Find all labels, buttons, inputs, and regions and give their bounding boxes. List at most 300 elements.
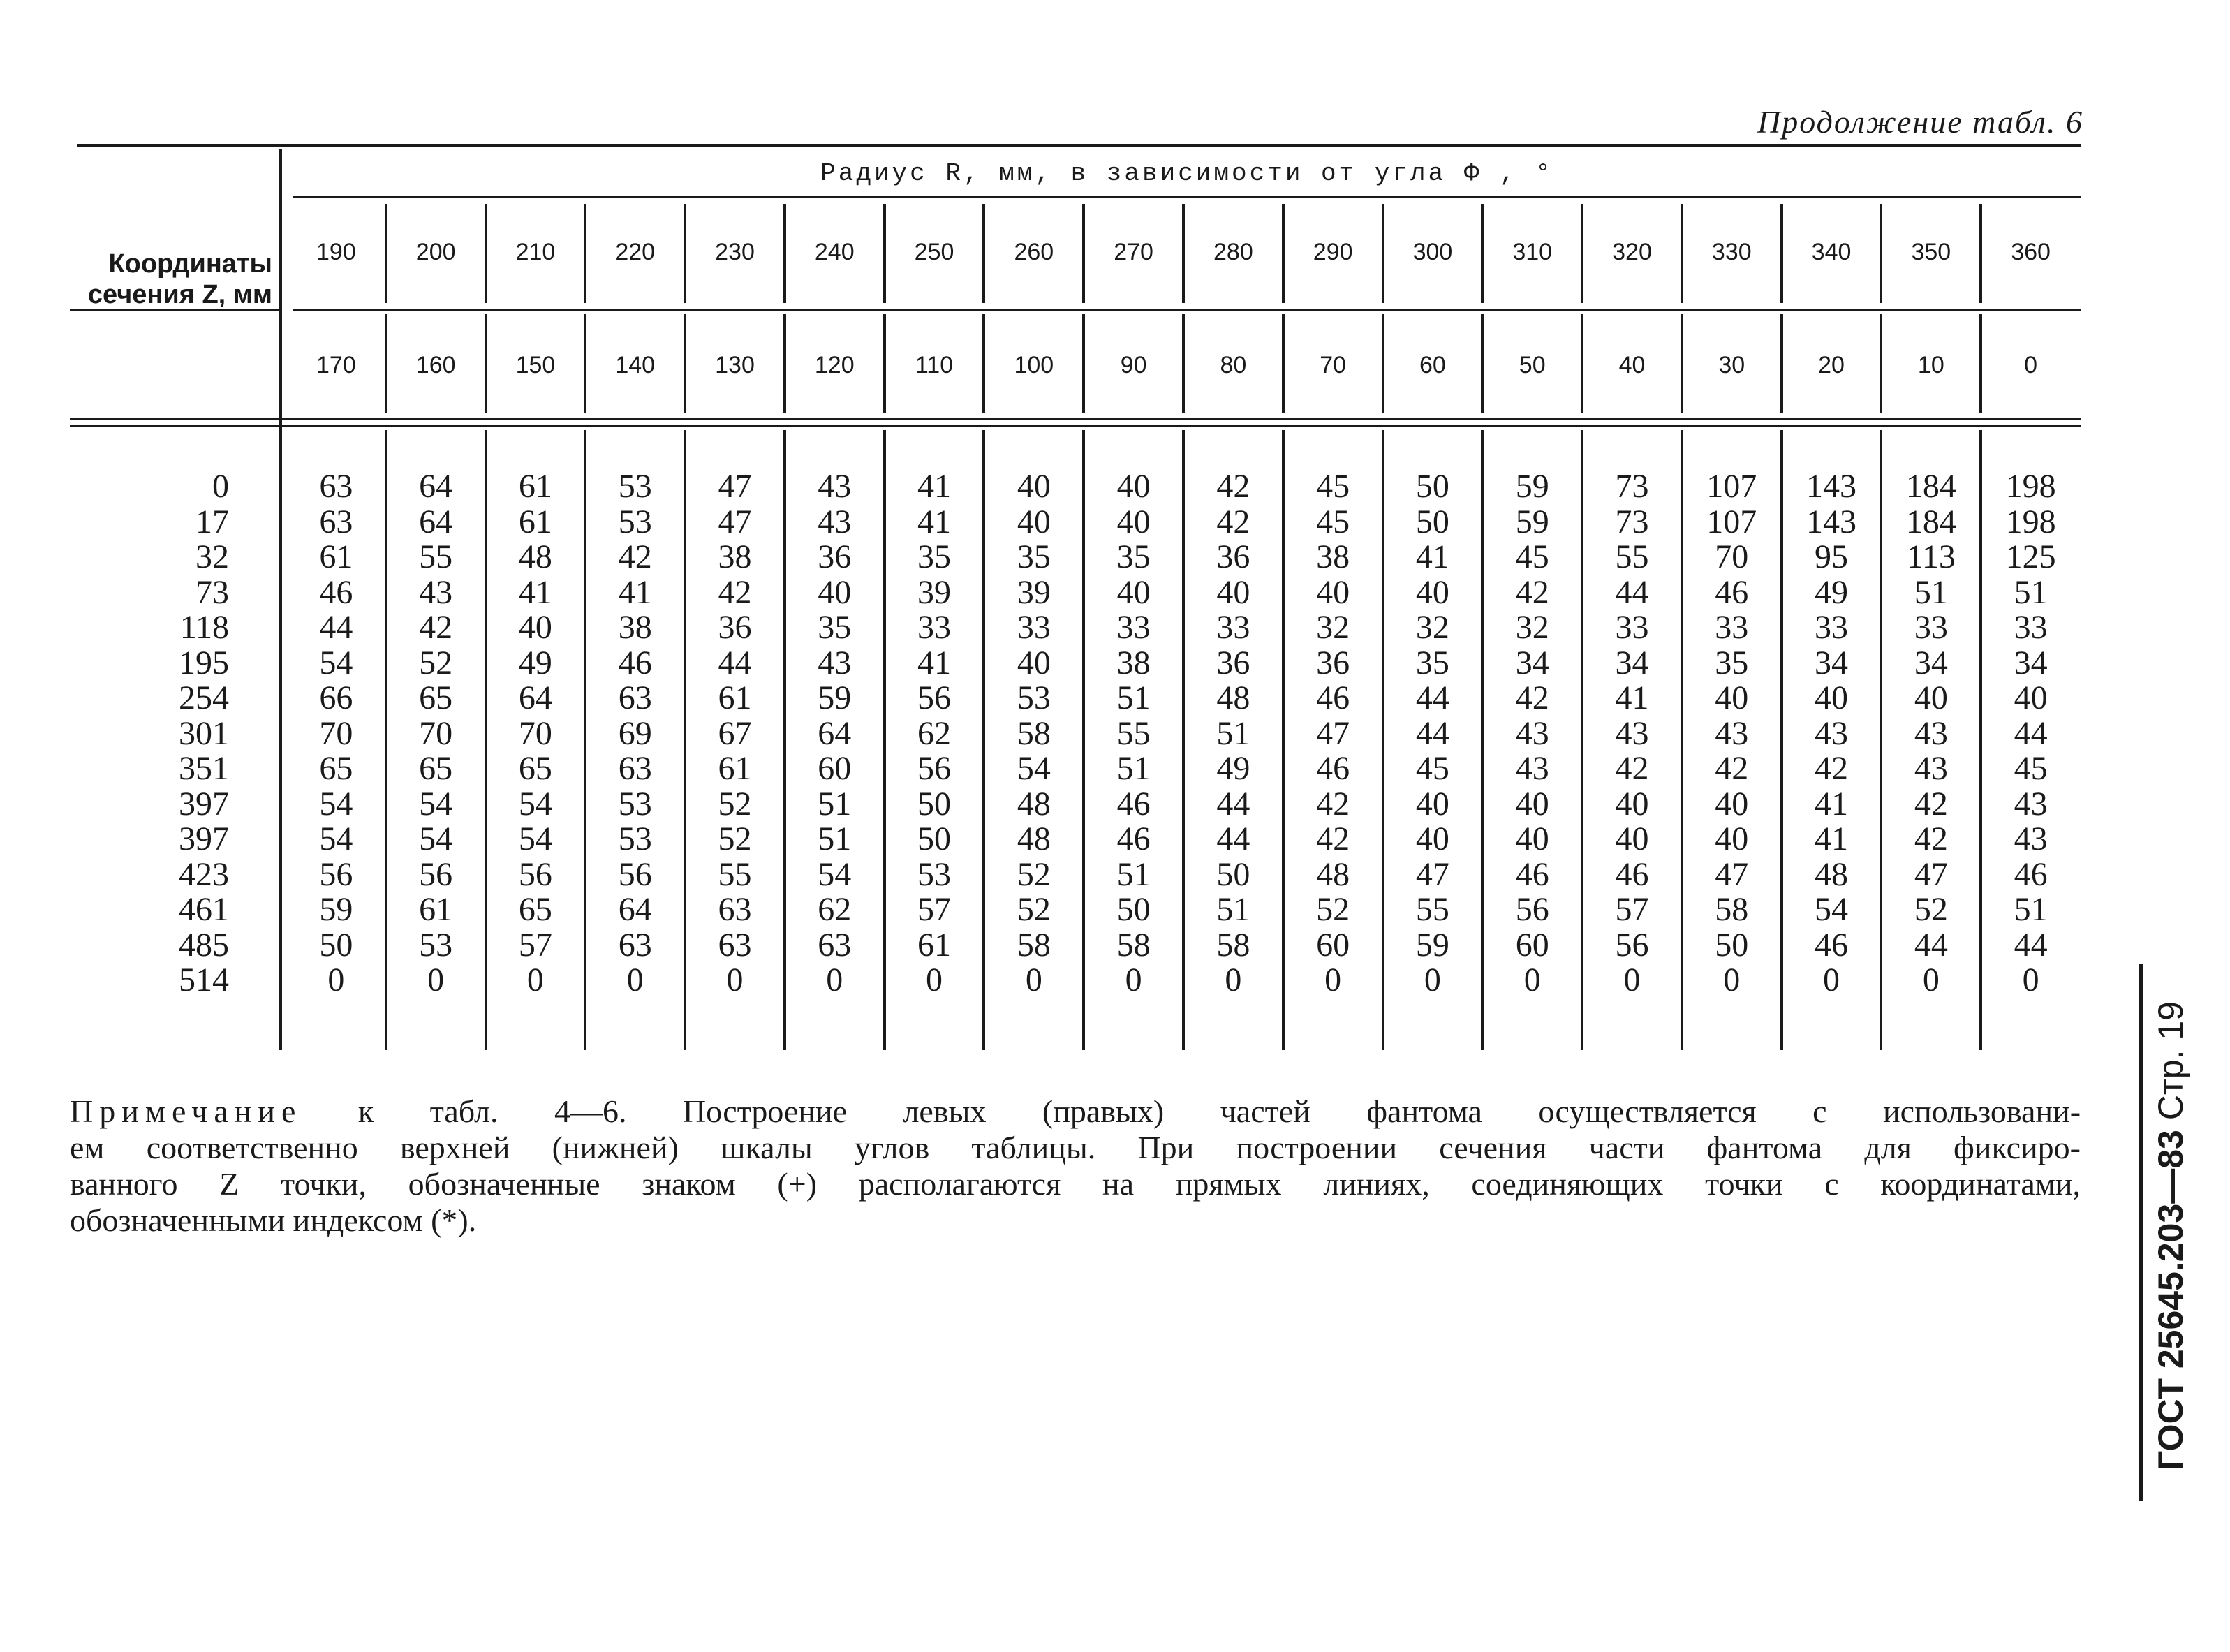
column-divider-upper <box>1481 204 1484 303</box>
upper-angle: 300 <box>1412 239 1453 265</box>
z-value-cell: 254 <box>179 679 229 716</box>
table-cell: 107 <box>1706 503 1757 540</box>
table-cell: 0 <box>1623 961 1641 998</box>
column-divider-lower <box>1282 314 1285 413</box>
table-cell: 44 <box>1415 714 1449 752</box>
table-cell: 33 <box>1017 609 1051 646</box>
table-cell: 43 <box>1615 714 1649 752</box>
table-cell: 62 <box>917 714 952 752</box>
column-divider-lower <box>1481 314 1484 413</box>
table-cell: 44 <box>1415 679 1449 716</box>
table-cell: 33 <box>1116 609 1151 646</box>
table-cell: 40 <box>1017 468 1051 505</box>
table-cell: 46 <box>1316 750 1350 787</box>
table-cell: 63 <box>618 679 652 716</box>
table-cell: 63 <box>618 750 652 787</box>
table-cell: 38 <box>1116 644 1151 681</box>
column-divider-lower <box>783 314 786 413</box>
z-value-cell: 397 <box>179 820 229 857</box>
column-divider-upper <box>1880 204 1882 303</box>
table-cell: 43 <box>1815 714 1849 752</box>
column-divider-lower <box>1182 314 1185 413</box>
column-divider-body <box>1581 430 1583 1050</box>
table-cell: 41 <box>1615 679 1649 716</box>
column-divider-body <box>783 430 786 1050</box>
table-cell: 53 <box>419 926 453 964</box>
table-top-rule <box>77 144 2081 147</box>
table-cell: 42 <box>1515 573 1549 611</box>
table-cell: 50 <box>1116 891 1151 928</box>
table-cell: 47 <box>718 503 752 540</box>
table-cell: 0 <box>726 961 744 998</box>
table-cell: 53 <box>618 503 652 540</box>
table-cell: 40 <box>1615 820 1649 857</box>
table-cell: 50 <box>1415 468 1449 505</box>
upper-angle: 320 <box>1612 239 1652 265</box>
table-cell: 41 <box>518 573 552 611</box>
table-cell: 40 <box>818 573 852 611</box>
table-cell: 45 <box>2014 750 2048 787</box>
table-cell: 33 <box>1715 609 1749 646</box>
table-cell: 45 <box>1316 468 1350 505</box>
upper-angle: 290 <box>1313 239 1353 265</box>
table-cell: 56 <box>518 855 552 893</box>
table-cell: 42 <box>1216 503 1250 540</box>
data-column <box>486 469 586 998</box>
z-value-cell: 195 <box>179 644 229 681</box>
table-cell: 125 <box>2005 538 2056 575</box>
table-cell: 38 <box>718 538 752 575</box>
upper-angle: 270 <box>1114 239 1153 265</box>
table-cell: 46 <box>1116 785 1151 823</box>
table-cell: 54 <box>518 785 552 823</box>
upper-angle: 330 <box>1711 239 1752 265</box>
column-divider-upper <box>584 204 586 303</box>
table-cell: 33 <box>2014 609 2048 646</box>
upper-angle: 220 <box>615 239 656 265</box>
lower-angle: 40 <box>1618 352 1646 378</box>
table-cell: 198 <box>2005 468 2056 505</box>
table-cell: 39 <box>1017 573 1051 611</box>
data-column <box>885 469 984 998</box>
table-cell: 52 <box>1316 891 1350 928</box>
table-cell: 56 <box>419 855 453 893</box>
table-cell: 33 <box>917 609 952 646</box>
stamp-standard: ГОСТ 25645.203—83 <box>2151 1130 2190 1470</box>
stamp-bar <box>2139 964 2143 1501</box>
data-column <box>585 469 685 998</box>
data-column <box>1782 469 1882 998</box>
table-cell: 51 <box>818 785 852 823</box>
lower-angle: 100 <box>1014 352 1054 378</box>
table-cell: 52 <box>718 785 752 823</box>
column-divider-body <box>1780 430 1783 1050</box>
table-cell: 184 <box>1905 503 1956 540</box>
z-value-cell: 0 <box>212 468 229 505</box>
column-divider-body <box>1082 430 1085 1050</box>
table-cell: 46 <box>1316 679 1350 716</box>
table-cell: 44 <box>319 609 353 646</box>
z-value-cell: 485 <box>179 926 229 964</box>
table-cell: 57 <box>917 891 952 928</box>
table-cell: 50 <box>1715 926 1749 964</box>
table-cell: 54 <box>419 785 453 823</box>
table-cell: 42 <box>1914 785 1948 823</box>
column-divider-upper <box>1082 204 1085 303</box>
table-cell: 54 <box>319 644 353 681</box>
z-value-cell: 351 <box>179 750 229 787</box>
header-double-rule-1 <box>70 418 2081 420</box>
column-divider-upper <box>385 204 387 303</box>
table-cell: 60 <box>1515 926 1549 964</box>
column-divider-body <box>485 430 487 1050</box>
table-cell: 40 <box>1715 820 1749 857</box>
header-double-rule-2 <box>70 425 2081 427</box>
table-cell: 0 <box>1723 961 1741 998</box>
table-cell: 107 <box>1706 468 1757 505</box>
column-divider-lower <box>485 314 487 413</box>
table-cell: 0 <box>1125 961 1142 998</box>
table-cell: 56 <box>618 855 652 893</box>
table-cell: 49 <box>1216 750 1250 787</box>
table-cell: 64 <box>618 891 652 928</box>
table-cell: 0 <box>327 961 345 998</box>
table-cell: 40 <box>1017 644 1051 681</box>
z-value-cell: 32 <box>195 538 229 575</box>
note-line-1: Примечание к табл. 4—6. Построение левых (правых) частей фантома осуществляется с использовани- <box>70 1093 2081 1129</box>
table-cell: 48 <box>1017 820 1051 857</box>
table-cell: 0 <box>1025 961 1042 998</box>
table-cell: 53 <box>618 785 652 823</box>
table-cell: 70 <box>1715 538 1749 575</box>
table-cell: 51 <box>1216 714 1250 752</box>
column-divider-lower <box>1382 314 1384 413</box>
table-cell: 65 <box>419 679 453 716</box>
table-cell: 33 <box>1216 609 1250 646</box>
table-cell: 0 <box>2022 961 2039 998</box>
table-cell: 58 <box>1116 926 1151 964</box>
table-cell: 41 <box>1815 785 1849 823</box>
column-divider-body <box>1481 430 1484 1050</box>
table-cell: 44 <box>718 644 752 681</box>
z-column-divider <box>279 149 282 1050</box>
table-cell: 48 <box>1815 855 1849 893</box>
table-cell: 46 <box>1815 926 1849 964</box>
column-divider-upper <box>1182 204 1185 303</box>
table-cell: 48 <box>1316 855 1350 893</box>
table-cell: 43 <box>818 644 852 681</box>
data-column <box>1881 469 1981 998</box>
column-divider-lower <box>883 314 886 413</box>
table-cell: 63 <box>319 503 353 540</box>
table-cell: 51 <box>2014 573 2048 611</box>
column-divider-upper <box>1282 204 1285 303</box>
column-divider-upper <box>1382 204 1384 303</box>
table-cell: 42 <box>1914 820 1948 857</box>
data-column <box>1682 469 1782 998</box>
table-cell: 59 <box>319 891 353 928</box>
table-cell: 58 <box>1216 926 1250 964</box>
upper-angle: 240 <box>814 239 855 265</box>
table-cell: 65 <box>518 750 552 787</box>
table-cell: 42 <box>1316 785 1350 823</box>
coord-header-line1: Координаты <box>108 249 272 279</box>
table-cell: 59 <box>818 679 852 716</box>
table-cell: 66 <box>319 679 353 716</box>
table-cell: 35 <box>1116 538 1151 575</box>
table-cell: 0 <box>926 961 943 998</box>
table-cell: 51 <box>1116 679 1151 716</box>
z-values-column <box>70 469 229 998</box>
table-cell: 0 <box>1424 961 1441 998</box>
table-cell: 36 <box>718 609 752 646</box>
data-column <box>685 469 785 998</box>
table-cell: 59 <box>1515 503 1549 540</box>
column-divider-body <box>1979 430 1982 1050</box>
data-column <box>1383 469 1483 998</box>
table-cell: 41 <box>1415 538 1449 575</box>
table-cell: 40 <box>1715 785 1749 823</box>
table-cell: 46 <box>1515 855 1549 893</box>
table-cell: 53 <box>618 468 652 505</box>
table-cell: 41 <box>917 503 952 540</box>
data-column <box>984 469 1084 998</box>
table-cell: 43 <box>2014 785 2048 823</box>
table-cell: 46 <box>319 573 353 611</box>
table-cell: 55 <box>1116 714 1151 752</box>
data-column <box>785 469 885 998</box>
table-cell: 35 <box>1017 538 1051 575</box>
angle-divider-rule <box>293 309 2081 311</box>
lower-angle: 120 <box>814 352 855 378</box>
table-cell: 35 <box>1415 644 1449 681</box>
column-divider-lower <box>684 314 686 413</box>
table-cell: 41 <box>618 573 652 611</box>
table-cell: 61 <box>718 679 752 716</box>
column-divider-upper <box>1681 204 1683 303</box>
table-cell: 51 <box>1914 573 1948 611</box>
table-cell: 47 <box>1914 855 1948 893</box>
table-cell: 40 <box>1116 468 1151 505</box>
table-cell: 36 <box>1216 644 1250 681</box>
table-cell: 46 <box>2014 855 2048 893</box>
column-divider-body <box>1182 430 1185 1050</box>
table-cell: 67 <box>718 714 752 752</box>
column-divider-body <box>982 430 985 1050</box>
column-divider-body <box>1681 430 1683 1050</box>
table-cell: 35 <box>818 609 852 646</box>
table-cell: 50 <box>917 785 952 823</box>
table-cell: 33 <box>1914 609 1948 646</box>
lower-angle: 10 <box>1917 352 1944 378</box>
table-cell: 61 <box>718 750 752 787</box>
table-cell: 32 <box>1316 609 1350 646</box>
upper-angle: 360 <box>2011 239 2051 265</box>
lower-angle: 70 <box>1320 352 1347 378</box>
table-cell: 64 <box>419 468 453 505</box>
table-cell: 95 <box>1815 538 1849 575</box>
lower-angle: 140 <box>615 352 656 378</box>
table-cell: 52 <box>1914 891 1948 928</box>
column-divider-upper <box>783 204 786 303</box>
upper-angle: 280 <box>1213 239 1253 265</box>
table-cell: 0 <box>826 961 843 998</box>
table-cell: 43 <box>1515 750 1549 787</box>
table-note <box>70 1093 2081 1239</box>
table-cell: 55 <box>1615 538 1649 575</box>
table-cell: 113 <box>1906 538 1956 575</box>
table-cell: 0 <box>526 961 544 998</box>
column-divider-lower <box>584 314 586 413</box>
table-cell: 49 <box>1815 573 1849 611</box>
table-cell: 40 <box>1116 573 1151 611</box>
table-cell: 44 <box>2014 926 2048 964</box>
table-cell: 42 <box>1615 750 1649 787</box>
table-cell: 57 <box>518 926 552 964</box>
table-cell: 61 <box>319 538 353 575</box>
table-cell: 143 <box>1806 468 1857 505</box>
table-cell: 59 <box>1515 468 1549 505</box>
table-cell: 45 <box>1515 538 1549 575</box>
table-cell: 43 <box>1515 714 1549 752</box>
table-cell: 73 <box>1615 503 1649 540</box>
table-cell: 43 <box>419 573 453 611</box>
table-cell: 62 <box>818 891 852 928</box>
table-cell: 40 <box>1216 573 1250 611</box>
column-divider-lower <box>385 314 387 413</box>
column-divider-body <box>584 430 586 1050</box>
column-divider-upper <box>1979 204 1982 303</box>
table-cell: 56 <box>917 679 952 716</box>
table-cell: 56 <box>917 750 952 787</box>
lower-angle: 60 <box>1419 352 1446 378</box>
table-cell: 43 <box>1914 750 1948 787</box>
table-cell: 54 <box>419 820 453 857</box>
data-column <box>1482 469 1582 998</box>
table-cell: 51 <box>1116 750 1151 787</box>
table-cell: 35 <box>917 538 952 575</box>
table-cell: 54 <box>1815 891 1849 928</box>
table-cell: 34 <box>1615 644 1649 681</box>
upper-angle: 350 <box>1911 239 1951 265</box>
table-cell: 32 <box>1515 609 1549 646</box>
table-cell: 53 <box>1017 679 1051 716</box>
data-column <box>386 469 486 998</box>
column-divider-lower <box>1979 314 1982 413</box>
table-cell: 47 <box>718 468 752 505</box>
column-divider-upper <box>1780 204 1783 303</box>
table-cell: 40 <box>1415 785 1449 823</box>
table-cell: 55 <box>419 538 453 575</box>
table-cell: 33 <box>1615 609 1649 646</box>
table-cell: 38 <box>618 609 652 646</box>
table-cell: 65 <box>419 750 453 787</box>
table-cell: 36 <box>1316 644 1350 681</box>
table-cell: 52 <box>1017 891 1051 928</box>
column-divider-lower <box>1780 314 1783 413</box>
table-cell: 73 <box>1615 468 1649 505</box>
table-cell: 54 <box>319 820 353 857</box>
table-cell: 42 <box>1316 820 1350 857</box>
table-cell: 41 <box>1815 820 1849 857</box>
table-cell: 40 <box>1515 820 1549 857</box>
table-cell: 61 <box>518 468 552 505</box>
table-cell: 61 <box>419 891 453 928</box>
table-cell: 40 <box>1815 679 1849 716</box>
column-divider-body <box>684 430 686 1050</box>
table-cell: 40 <box>1415 820 1449 857</box>
table-cell: 40 <box>1415 573 1449 611</box>
table-cell: 40 <box>1914 679 1948 716</box>
upper-angle: 210 <box>515 239 556 265</box>
z-value-cell: 301 <box>179 714 229 752</box>
lower-angle: 20 <box>1818 352 1845 378</box>
table-cell: 41 <box>917 644 952 681</box>
z-value-cell: 514 <box>179 961 229 998</box>
table-cell: 0 <box>1324 961 1342 998</box>
column-divider-upper <box>982 204 985 303</box>
continuation-label: Продолжение табл. 6 <box>1757 104 2083 140</box>
table-cell: 53 <box>917 855 952 893</box>
lower-angle: 30 <box>1718 352 1745 378</box>
table-cell: 44 <box>1615 573 1649 611</box>
table-cell: 40 <box>1515 785 1549 823</box>
data-table <box>70 144 2081 1052</box>
lower-angle: 0 <box>2024 352 2038 378</box>
table-cell: 42 <box>1216 468 1250 505</box>
column-divider-body <box>1382 430 1384 1050</box>
table-cell: 56 <box>1615 926 1649 964</box>
data-column <box>1283 469 1383 998</box>
upper-angle: 340 <box>1811 239 1852 265</box>
table-cell: 42 <box>1515 679 1549 716</box>
table-cell: 143 <box>1806 503 1857 540</box>
table-cell: 55 <box>1415 891 1449 928</box>
table-cell: 52 <box>419 644 453 681</box>
table-cell: 47 <box>1316 714 1350 752</box>
table-cell: 40 <box>518 609 552 646</box>
table-cell: 40 <box>1316 573 1350 611</box>
table-cell: 65 <box>319 750 353 787</box>
note-line-2: ем соответственно верхней (нижней) шкалы углов таблицы. При построении сечения части фантома для фиксиро- <box>70 1130 2081 1165</box>
table-cell: 38 <box>1316 538 1350 575</box>
table-cell: 51 <box>1216 891 1250 928</box>
table-cell: 48 <box>518 538 552 575</box>
z-value-cell: 17 <box>195 503 229 540</box>
table-cell: 44 <box>1216 785 1250 823</box>
table-cell: 35 <box>1715 644 1749 681</box>
table-cell: 54 <box>1017 750 1051 787</box>
table-cell: 36 <box>1216 538 1250 575</box>
table-cell: 58 <box>1017 714 1051 752</box>
data-column <box>1084 469 1183 998</box>
column-divider-body <box>1282 430 1285 1050</box>
table-cell: 44 <box>1914 926 1948 964</box>
table-cell: 69 <box>618 714 652 752</box>
table-cell: 46 <box>1615 855 1649 893</box>
table-cell: 44 <box>2014 714 2048 752</box>
table-cell: 40 <box>1715 679 1749 716</box>
table-cell: 43 <box>1715 714 1749 752</box>
z-value-cell: 461 <box>179 891 229 928</box>
column-divider-lower <box>1880 314 1882 413</box>
upper-angle: 250 <box>914 239 954 265</box>
z-value-cell: 73 <box>195 573 229 611</box>
table-cell: 51 <box>2014 891 2048 928</box>
table-cell: 48 <box>1216 679 1250 716</box>
lower-angle: 150 <box>515 352 556 378</box>
radius-title: Радиус R, мм, в зависимости от угла Φ , ° <box>820 159 1553 188</box>
